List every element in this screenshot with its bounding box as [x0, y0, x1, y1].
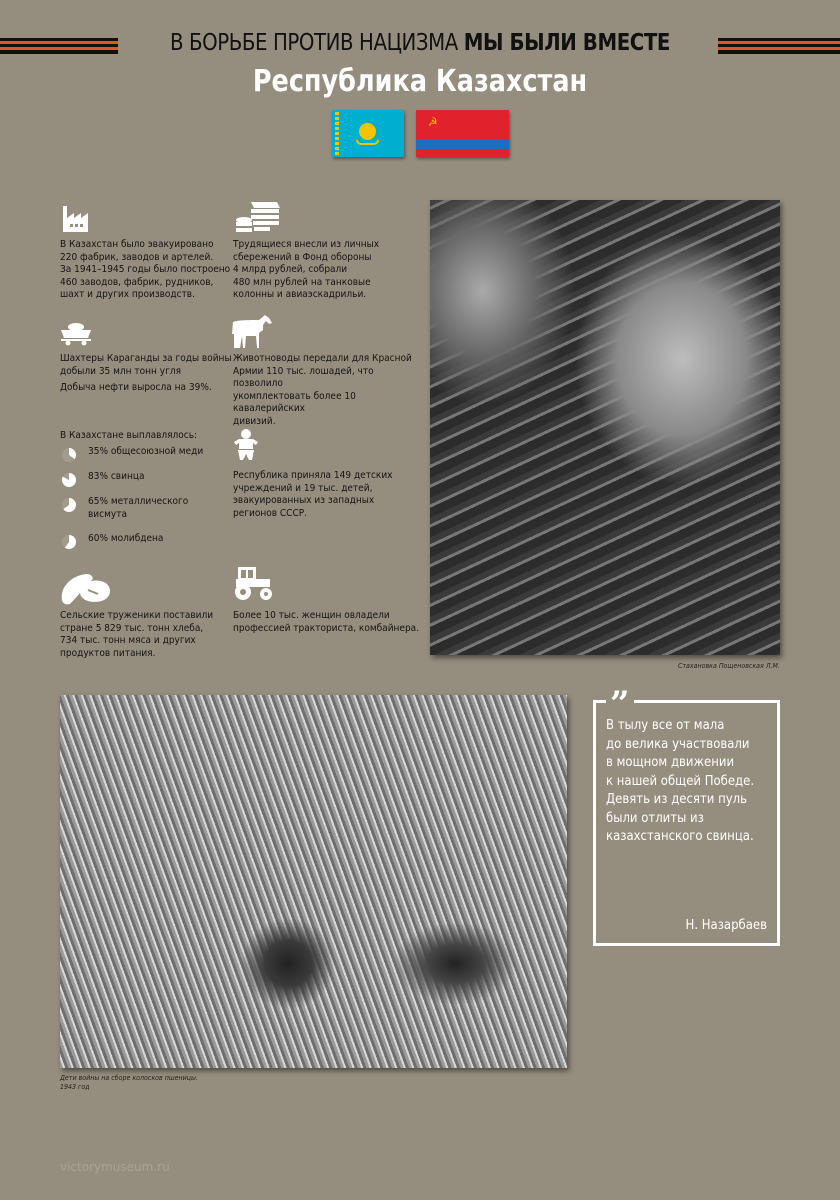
title-bold: МЫ БЫЛИ ВМЕСТЕ — [463, 30, 671, 56]
metal-share-pie — [62, 448, 76, 462]
line: Республика приняла 149 детских — [233, 470, 393, 481]
fact-horse — [233, 353, 423, 428]
quote-line: в мощном движении — [606, 755, 735, 770]
line: Трудящиеся внесли из личных — [233, 239, 380, 250]
kazakh-ssr-flag — [416, 110, 509, 157]
line: укомплектовать более 10 кавалерийских — [233, 390, 356, 414]
weaver-caption: Стахановка Пощеновская Л.М. — [677, 662, 780, 670]
line: Сельские труженики поставили — [60, 610, 214, 621]
quote-line: казахстанского свинца. — [606, 829, 754, 844]
footer-site: victorymuseum.ru — [60, 1160, 170, 1174]
line: продуктов питания. — [60, 647, 156, 659]
line: Более 10 тыс. женщин овладели — [233, 610, 390, 621]
header-title — [59, 30, 781, 56]
line: регионов СССР. — [233, 507, 308, 519]
quote-text — [606, 717, 776, 847]
quote-line: В тылу все от мала — [606, 718, 725, 733]
line: Добыча нефти выросла на 39%. — [60, 382, 212, 393]
quote-mark-icon: ” — [606, 687, 634, 721]
metal-share-pie — [62, 535, 76, 549]
money-icon — [235, 200, 281, 234]
line: 220 фабрик, заводов и артелей. — [60, 251, 214, 263]
line: 4 млрд рублей, собрали — [233, 264, 348, 275]
line: 734 тыс. тонн мяса и других — [60, 635, 196, 646]
line: В Казахстан было эвакуировано — [60, 239, 214, 250]
quote-line: до велика участвовали — [606, 736, 750, 752]
tractor-icon — [232, 565, 276, 601]
fact-coal — [60, 353, 235, 395]
quote-author: Н. Назарбаев — [685, 918, 767, 933]
metal-share-pie — [62, 473, 76, 487]
hammer-sickle-icon: ☭ — [428, 115, 438, 129]
bread-meat-icon — [60, 570, 112, 606]
line: эвакуированных из западных — [233, 495, 375, 506]
line: 65% металлического — [88, 496, 189, 507]
metal-share-pie — [62, 498, 76, 512]
quote-box — [593, 684, 780, 946]
fact-children — [233, 470, 413, 520]
line: 460 заводов, фабрик, рудников, — [60, 276, 214, 288]
quote-line: к нашей общей Победе. — [606, 773, 755, 789]
kazakhstan-flag — [332, 110, 404, 157]
line: шахт и других производств. — [60, 289, 195, 300]
baby-icon — [232, 428, 260, 462]
caption-line: Дети войны на сборе колосков пшеницы. — [60, 1074, 198, 1082]
line: добыли 35 млн тонн угля — [60, 365, 181, 377]
line: профессией тракториста, комбайнера. — [233, 622, 420, 634]
caption-line: 1943 год — [60, 1083, 90, 1091]
fact-factory — [60, 239, 235, 302]
children-field-photo — [60, 695, 567, 1068]
fact-money — [233, 239, 413, 302]
line: колонны и авиаэскадрильи. — [233, 289, 367, 300]
coal-wagon-icon — [60, 322, 92, 346]
fact-tractor — [233, 610, 423, 635]
line: 83% свинца — [88, 471, 145, 482]
line: 60% молибдена — [88, 533, 164, 544]
quote-line: были отлиты из — [606, 810, 704, 826]
line: Животноводы передали для Красной — [233, 353, 412, 364]
children-caption — [60, 1074, 360, 1092]
line: Шахтеры Караганды за годы войны — [60, 353, 232, 364]
line: висмута — [88, 508, 127, 520]
weaver-photo — [430, 200, 780, 655]
factory-icon — [61, 204, 91, 234]
page-title: Республика Казахстан — [252, 64, 588, 99]
line: За 1941–1945 годы было построено — [60, 264, 231, 275]
line: дивизий. — [233, 415, 276, 427]
line: Армии 110 тыс. лошадей, что позволило — [233, 365, 374, 389]
line: стране 5 829 тыс. тонн хлеба, — [60, 622, 204, 634]
horse-icon — [231, 314, 273, 348]
fact-food — [60, 610, 235, 660]
line: сбережений в Фонд обороны — [233, 251, 372, 263]
line: 480 млн рублей на танковые — [233, 276, 371, 288]
metal-share-label — [88, 533, 268, 546]
line: 35% общесоюзной меди — [88, 446, 204, 457]
metals-heading: В Казахстане выплавлялось: — [60, 430, 198, 441]
line: учреждений и 19 тыс. детей, — [233, 482, 373, 494]
quote-line: Девять из десяти пуль — [606, 792, 748, 807]
title-regular: В БОРЬБЕ ПРОТИВ НАЦИЗМА — [169, 30, 458, 56]
